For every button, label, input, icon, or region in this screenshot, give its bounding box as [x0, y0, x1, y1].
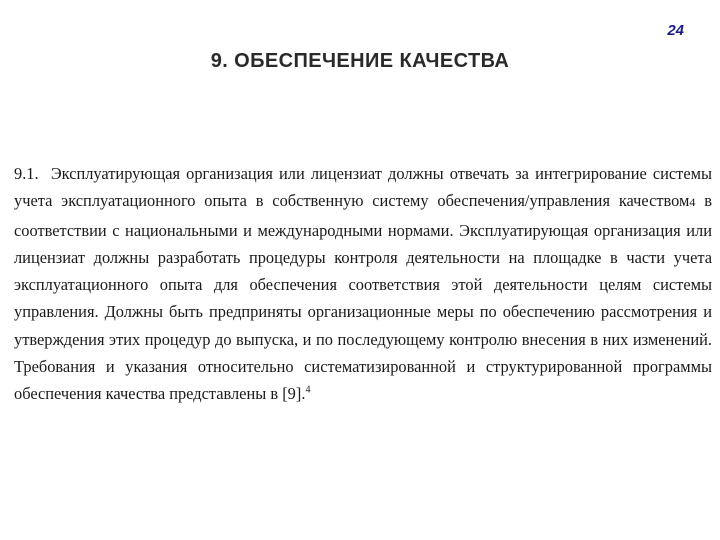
inline-footnote-marker: 4 — [689, 195, 696, 210]
reference-link[interactable]: [9] — [282, 384, 302, 404]
section-heading-text: 9. ОБЕСПЕЧЕНИЕ КАЧЕСТВА — [210, 50, 510, 72]
footnote-marker[interactable]: 4 — [305, 384, 311, 396]
paragraph-9-1 — [14, 160, 712, 408]
paragraph-end-punct: . — [301, 384, 306, 404]
paragraph-label: 9.1. — [14, 164, 39, 183]
document-body — [14, 160, 712, 408]
paragraph-text-before-marker: Эксплуатирующая организация или лицензиат должны отвечать за интегрирование системы учета эксплуатационного опыта в собственную систему обеспечения/управления качеством — [14, 164, 713, 211]
section-heading — [0, 50, 720, 73]
page-number: 24 — [667, 22, 684, 39]
paragraph-text-after-marker: в соответствии с национальными и международными нормами. Эксплуатирующая организация или лицензиат должны разработать процедуры контроля деятельности на площадке в части учета эксплуатационного опыта для обеспечения соответствия этой деятельности целям системы управления. Должны быть предприняты организационные меры по обеспечению рассмотрения и утверждения этих процедур до выпуска, и по последующему контролю внесения в них изменений. Требования и указания относительно систематизированной и структурированной программы обеспечения качества представлены в — [14, 191, 712, 404]
